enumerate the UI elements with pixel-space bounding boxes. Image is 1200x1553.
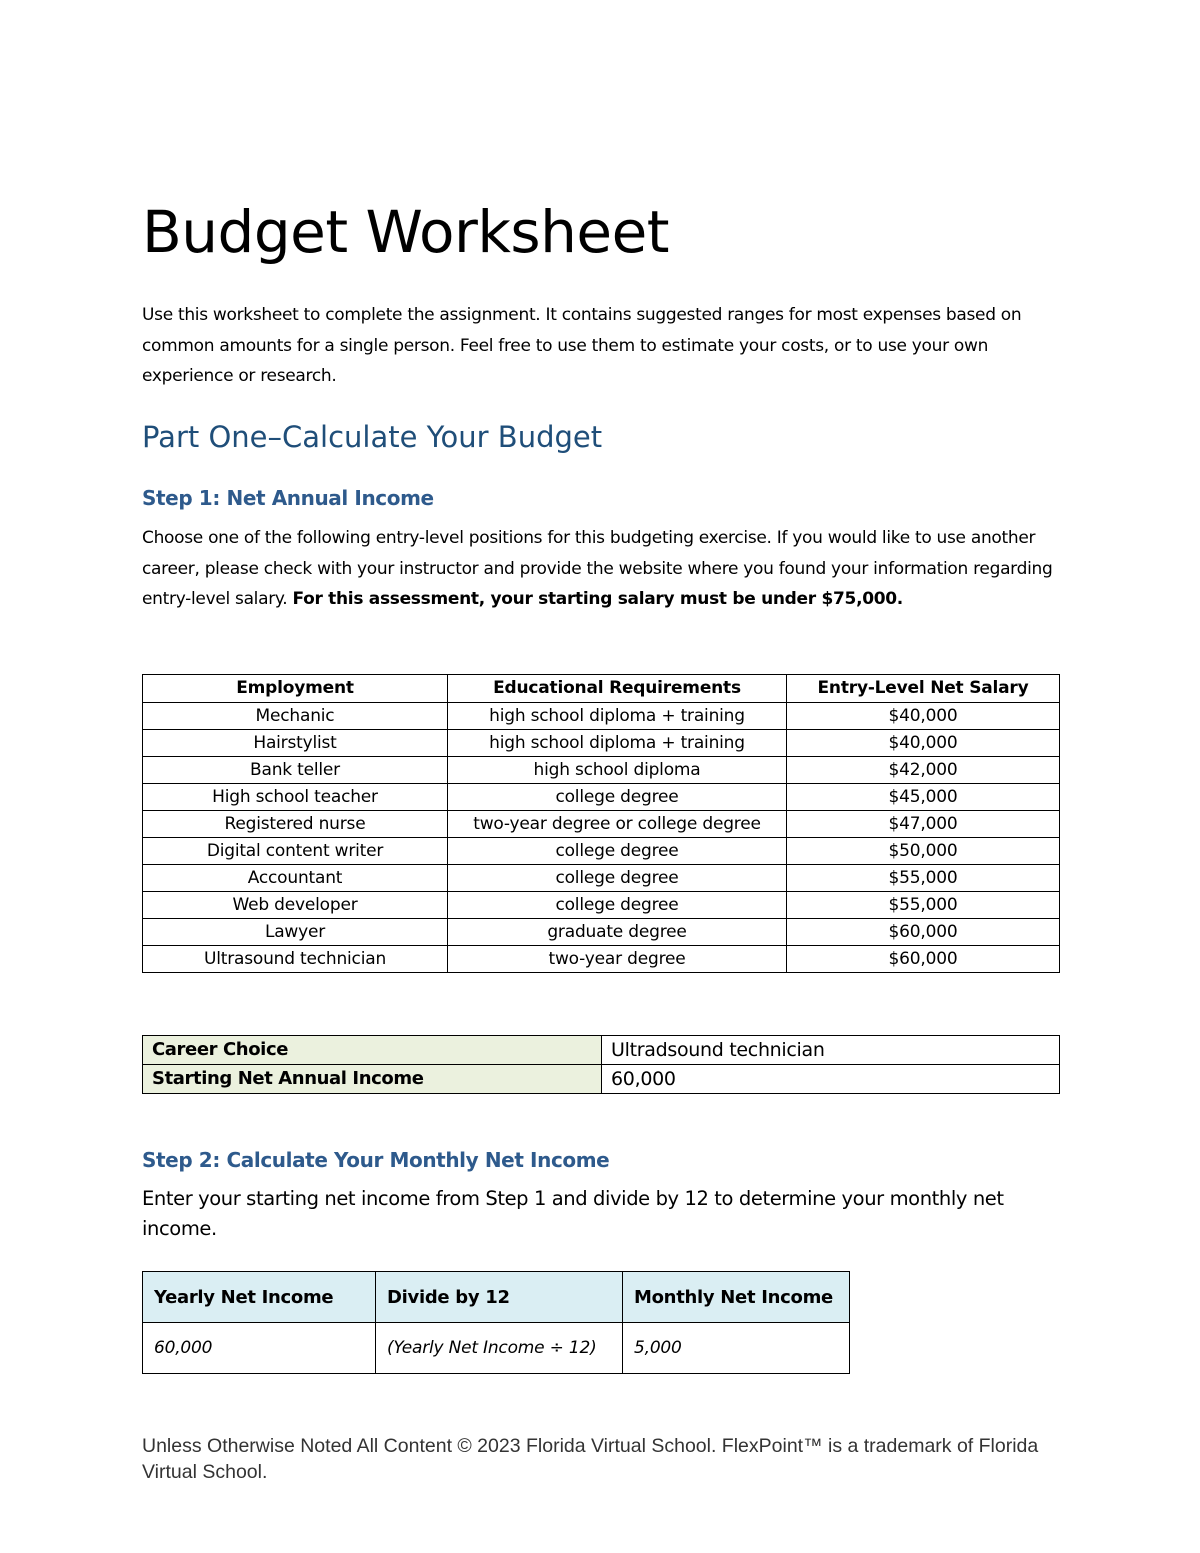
salary-cell: $55,000 — [787, 865, 1060, 892]
starting-income-row — [143, 1065, 1060, 1094]
table-header-row — [143, 675, 1060, 703]
page-title: Budget Worksheet — [142, 198, 669, 266]
education-cell: two-year degree — [448, 946, 787, 973]
step2-heading: Step 2: Calculate Your Monthly Net Income — [142, 1148, 610, 1172]
salary-cell: $60,000 — [787, 919, 1060, 946]
employment-cell: Web developer — [143, 892, 448, 919]
copyright-footer: Unless Otherwise Noted All Content © 2023 Florida Virtual School. FlexPoint™ is a trademark of Florida Virtual School. — [142, 1435, 1039, 1483]
table-row — [143, 811, 1060, 838]
table-row — [143, 892, 1060, 919]
education-cell: high school diploma + training — [448, 730, 787, 757]
table-row — [143, 757, 1060, 784]
monthly-income-table — [142, 1271, 850, 1374]
employment-table — [142, 674, 1060, 973]
salary-cell: $42,000 — [787, 757, 1060, 784]
employment-cell: Bank teller — [143, 757, 448, 784]
employment-cell: Accountant — [143, 865, 448, 892]
education-cell: college degree — [448, 865, 787, 892]
employment-cell: High school teacher — [143, 784, 448, 811]
part-one-heading: Part One–Calculate Your Budget — [142, 420, 603, 454]
salary-cell: $47,000 — [787, 811, 1060, 838]
salary-cell: $55,000 — [787, 892, 1060, 919]
salary-cell: $45,000 — [787, 784, 1060, 811]
step1-bold-requirement: For this assessment, your starting salary must be under $75,000. — [292, 589, 903, 609]
table-row — [143, 784, 1060, 811]
intro-paragraph: Use this worksheet to complete the assignment. It contains suggested ranges for most expenses based on common amounts for a single person. Feel free to use them to estimate your costs, or to use your own experience or research. — [142, 305, 1022, 386]
table-row — [143, 919, 1060, 946]
header-yearly-net-income: Yearly Net Income — [143, 1272, 376, 1323]
employment-cell: Mechanic — [143, 703, 448, 730]
employment-cell: Hairstylist — [143, 730, 448, 757]
header-educational-requirements: Educational Requirements — [448, 675, 787, 703]
table-row — [143, 703, 1060, 730]
education-cell: high school diploma — [448, 757, 787, 784]
employment-cell: Registered nurse — [143, 811, 448, 838]
header-divide-by-12: Divide by 12 — [376, 1272, 623, 1323]
header-employment: Employment — [143, 675, 448, 703]
education-cell: college degree — [448, 784, 787, 811]
career-choice-row — [143, 1036, 1060, 1065]
table-row — [143, 730, 1060, 757]
salary-cell: $60,000 — [787, 946, 1060, 973]
career-choice-label: Career Choice — [143, 1036, 602, 1065]
monthly-header-row — [143, 1272, 850, 1323]
header-entry-level-net-salary: Entry-Level Net Salary — [787, 675, 1060, 703]
step1-heading: Step 1: Net Annual Income — [142, 486, 434, 510]
education-cell: college degree — [448, 838, 787, 865]
employment-cell: Lawyer — [143, 919, 448, 946]
divide-by-12-field[interactable]: (Yearly Net Income ÷ 12) — [376, 1323, 623, 1374]
career-choice-table — [142, 1035, 1060, 1094]
starting-income-field[interactable]: 60,000 — [602, 1065, 1060, 1094]
salary-cell: $40,000 — [787, 703, 1060, 730]
salary-cell: $40,000 — [787, 730, 1060, 757]
career-choice-field[interactable]: Ultradsound technician — [602, 1036, 1060, 1065]
employment-cell: Digital content writer — [143, 838, 448, 865]
header-monthly-net-income: Monthly Net Income — [623, 1272, 850, 1323]
monthly-values-row — [143, 1323, 850, 1374]
education-cell: two-year degree or college degree — [448, 811, 787, 838]
step1-instructions — [142, 523, 1054, 615]
education-cell: college degree — [448, 892, 787, 919]
table-row — [143, 946, 1060, 973]
monthly-net-income-field[interactable]: 5,000 — [623, 1323, 850, 1374]
education-cell: graduate degree — [448, 919, 787, 946]
employment-cell: Ultrasound technician — [143, 946, 448, 973]
education-cell: high school diploma + training — [448, 703, 787, 730]
starting-income-label: Starting Net Annual Income — [143, 1065, 602, 1094]
yearly-net-income-field[interactable]: 60,000 — [143, 1323, 376, 1374]
step1-text: Choose one of the following entry-level positions for this budgeting exercise. If you would like to use another career, please check with your instructor and provide the website where you found your information regarding entry-level salary. — [142, 528, 1053, 609]
table-row — [143, 865, 1060, 892]
salary-cell: $50,000 — [787, 838, 1060, 865]
step2-instructions: Enter your starting net income from Step 1 and divide by 12 to determine your monthly net income. — [142, 1187, 1004, 1240]
table-row — [143, 838, 1060, 865]
